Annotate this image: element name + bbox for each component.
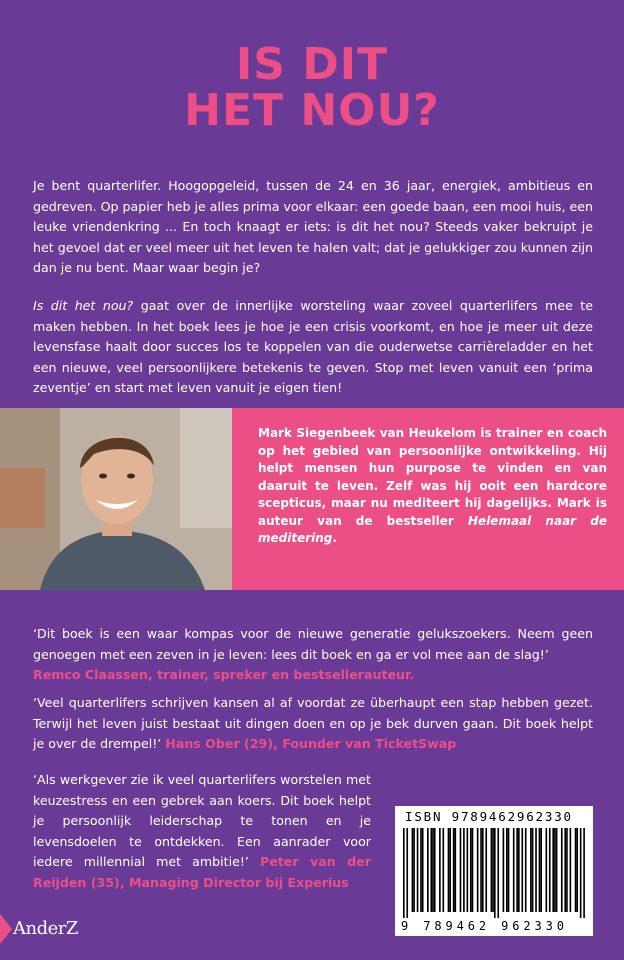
barcode-bar xyxy=(516,828,518,912)
quote-attribution: Peter van der Reijden (35), Managing Director bij Experius xyxy=(33,854,371,890)
barcode-bar xyxy=(554,828,556,912)
barcode-bar xyxy=(575,828,577,912)
publisher-logo-mark xyxy=(0,914,12,944)
author-bio-end: . xyxy=(332,531,337,545)
barcode-bar xyxy=(455,828,457,912)
quote-text: ‘Veel quarterlifers schrijven kansen al af voordat ze überhaupt een stap hebben gezet. Terwijl het leven juist bestaat uit dingen doen en op je bek durven gaan. Dit boek helpt je over de drempel!’ xyxy=(33,695,593,751)
intro-paragraph-1: Je bent quarterlifer. Hoogopgeleid, tussen de 24 en 36 jaar, energiek, ambitieus en gedreven. Op papier heb je alles prima voor elkaar: een goede baan, een mooi huis, een leuke vriendenkring ... En toch knaagt er iets: is dit het nou? Steeds vaker bekruipt je het gevoel dat er veel meer uit het leven te halen valt; dat je gelukkiger zou kunnen zijn dan je nu bent. Maar waar begin je? xyxy=(33,178,593,275)
barcode-bar xyxy=(449,828,451,912)
barcode-bar xyxy=(467,828,469,912)
barcode-bar xyxy=(539,828,541,912)
barcode-bar xyxy=(406,828,408,918)
barcode-bar xyxy=(485,828,487,912)
barcode-bar xyxy=(491,828,493,912)
publisher-name: AnderZ xyxy=(13,918,78,939)
book-title xyxy=(0,39,624,136)
barcode-bar xyxy=(477,828,479,912)
barcode-bar xyxy=(460,828,462,912)
barcode-bar xyxy=(525,828,527,912)
author-bestseller-title: Helemaal naar de meditering xyxy=(258,513,607,545)
barcode-bar xyxy=(535,828,537,912)
quote-text: ‘Dit boek is een waar kompas voor de nieuwe generatie gelukszoekers. Neem geen genoegen met een zeven in je leven: lees dit boek en ga er vol mee aan de slag!’ xyxy=(33,626,593,662)
barcode-bar xyxy=(540,828,542,912)
quote-attribution: Hans Ober (29), Founder van TicketSwap xyxy=(165,736,457,751)
barcode-bar xyxy=(453,828,455,912)
review-quote xyxy=(33,770,371,893)
barcode-bar xyxy=(570,828,572,912)
barcode-bar xyxy=(420,828,422,912)
title-line-2: HET NOU? xyxy=(184,85,440,136)
barcode-bar xyxy=(503,828,505,912)
isbn-label: ISBN 9789462962330 xyxy=(405,809,573,824)
barcode-bar xyxy=(412,828,414,912)
review-quote xyxy=(33,624,593,686)
book-title-inline: Is dit het nou? xyxy=(33,298,134,313)
barcode-bar xyxy=(413,828,415,912)
quote-attribution: Remco Claassen, trainer, spreker en bestsellerauteur. xyxy=(33,667,415,682)
barcode-bar xyxy=(580,828,582,918)
barcode-bar xyxy=(549,828,551,912)
barcode-bar xyxy=(432,828,434,912)
barcode-bar xyxy=(442,828,444,912)
barcode-bars xyxy=(403,828,585,918)
publisher-logo xyxy=(0,914,120,944)
title-line-1: IS DIT xyxy=(235,39,389,90)
barcode-bar xyxy=(508,828,510,912)
isbn-barcode xyxy=(395,806,593,936)
barcode-bar xyxy=(422,828,424,912)
barcode-bar xyxy=(556,828,558,912)
barcode-bar xyxy=(532,828,534,912)
isbn-digits: 9 789462 962330 xyxy=(401,919,568,933)
barcode-bar xyxy=(506,828,508,912)
barcode-bar xyxy=(561,828,563,912)
barcode-bar xyxy=(566,828,568,912)
quote-text: ‘Als werkgever zie ik veel quarterlifers worstelen met keuzestress en een gebrek aan koers. Dit boek helpt je persoonlijk leiderschap te tonen en je levensdoelen te ontdekken. Een aanrader voor iedere millennial met ambitie!’ xyxy=(33,772,371,869)
barcode-bar xyxy=(448,828,450,912)
barcode-bar xyxy=(439,828,441,912)
barcode-bar xyxy=(494,828,496,918)
barcode-bar xyxy=(546,828,548,912)
author-bio xyxy=(232,408,624,590)
barcode-bar xyxy=(576,828,578,912)
barcode-bar xyxy=(434,828,436,912)
intro-paragraph-2-text: gaat over de innerlijke worsteling waar zoveel quarterlifers mee te maken hebben. In het boek lees je hoe je een crisis voorkomt, en hoe je meer uit deze levensfase haalt door succes los te koppelen van die ouderwetse carrièreladder en het een nieuwe, veel persoonlijkere betekenis te geven. Stop met leven vanuit een ‘prima zeventje’ en start met leven vanuit je eigen tien! xyxy=(33,298,593,395)
author-bio-text: Mark Siegenbeek van Heukelom is trainer en coach op het gebied van persoonlijke ontwikkeling. Hij helpt mensen hun purpose te vinden en van daaruit te leven. Zelf was hij ooit een hardcore scepticus, maar nu mediteert hij dagelijks. Mark is auteur van de bestseller xyxy=(258,426,607,528)
barcode-bar xyxy=(530,828,532,912)
barcode-bar xyxy=(521,828,523,912)
barcode-bar xyxy=(403,828,405,918)
barcode-bar xyxy=(552,828,554,912)
barcode-bar xyxy=(482,828,484,912)
barcode-bar xyxy=(564,828,566,912)
intro-paragraph-2 xyxy=(33,296,593,399)
author-photo xyxy=(0,408,232,590)
barcode-bar xyxy=(463,828,465,912)
review-quote xyxy=(33,693,593,755)
barcode-bar xyxy=(430,828,432,912)
barcode-bar xyxy=(583,828,585,918)
barcode-bar xyxy=(417,828,419,912)
barcode-bar xyxy=(492,828,494,912)
barcode-bar xyxy=(497,828,499,918)
barcode-bar xyxy=(470,828,472,912)
barcode-bar xyxy=(472,828,474,912)
barcode-bar xyxy=(427,828,429,912)
barcode-bar xyxy=(480,828,482,912)
barcode-bar xyxy=(513,828,515,912)
barcode-bar xyxy=(518,828,520,912)
